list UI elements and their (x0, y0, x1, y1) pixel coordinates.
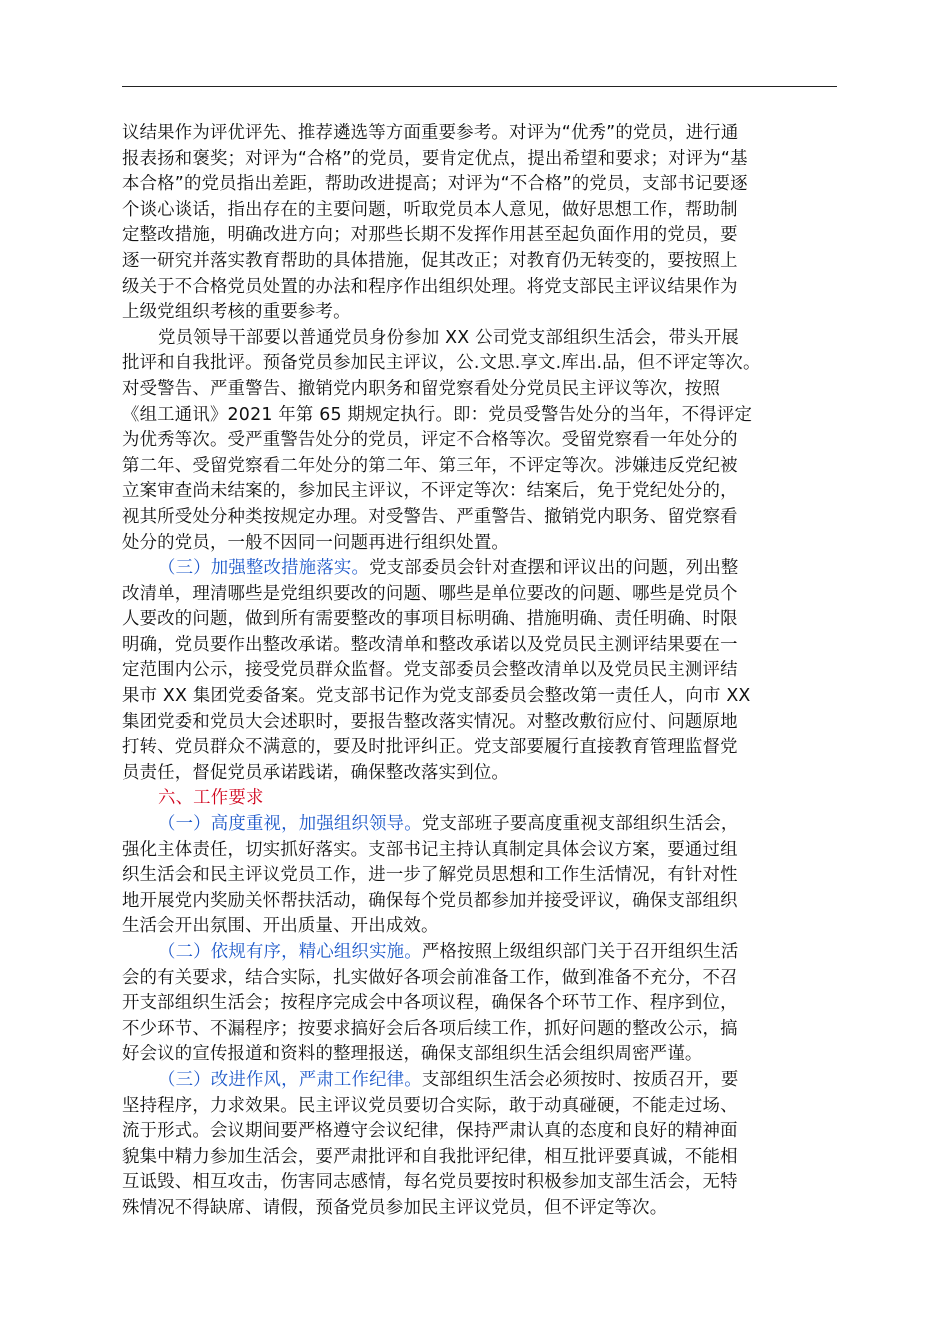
text-line: 处分的党员，一般不因同一问题再进行组织处置。 (122, 532, 509, 553)
section-heading: 六、工作要求 (158, 788, 264, 809)
text-line: 人要改的问题，做到所有需要整改的事项目标明确、措施明确、责任明确、时限 (122, 609, 738, 630)
subheading-lead: （二）依规有序，精心组织实施。 (158, 942, 422, 962)
text-line: 逐一研究并落实教育帮助的具体措施，促其改正；对教育仍无转变的，要按照上 (122, 250, 738, 271)
text-line: 流于形式。会议期间要严格遵守会议纪律，保持严肃认真的态度和良好的精神面 (122, 1121, 738, 1142)
text-line: 《组工通讯》2021 年第 65 期规定执行。即：党员受警告处分的当年，不得评定 (122, 404, 753, 425)
text-line: 报表扬和褒奖；对评为“合格”的党员，要肯定优点，提出希望和要求；对评为“基 (122, 148, 748, 169)
header-rule (122, 86, 837, 87)
text-line: 定整改措施，明确改进方向；对那些长期不发挥作用甚至起负面作用的党员，要 (122, 225, 738, 246)
paragraph-discipline (122, 1068, 837, 1222)
text-line: 明确，党员要作出整改承诺。整改清单和整改承诺以及党员民主测评结果要在一 (122, 634, 738, 655)
text-run: 严格按照上级组织部门关于召开组织生活 (421, 942, 739, 962)
text-line: 个谈心谈话，指出存在的主要问题，听取党员本人意见，做好思想工作，帮助制 (122, 199, 738, 220)
text-line: 上级党组织考核的重要参考。 (122, 302, 351, 323)
text-line: 视其所受处分种类按规定办理。对受警告、严重警告、撤销党内职务、留党察看 (122, 506, 738, 527)
text-line (122, 812, 837, 838)
subheading-lead: （三）改进作风，严肃工作纪律。 (158, 1069, 422, 1090)
text-line: 第二年、受留党察看二年处分的第二年、第三年，不评定等次。涉嫌违反党纪被 (122, 455, 738, 476)
subheading-lead: （一）高度重视，加强组织领导。 (158, 814, 422, 835)
text-line: 本合格”的党员指出差距，帮助改进提高；对评为“不合格”的党员，支部书记要逐 (122, 174, 748, 195)
text-line: 貌集中精力参加生活会，要严肃批评和自我批评纪律，相互批评要真诚，不能相 (122, 1146, 738, 1167)
text-line: 立案审查尚未结案的，参加民主评议，不评定等次：结案后，免于党纪处分的， (122, 481, 738, 502)
text-line: 党员领导干部要以普通党员身份参加 XX 公司党支部组织生活会，带头开展 (158, 327, 739, 348)
text-run: 党支部班子要高度重视支部组织生活会， (421, 814, 739, 835)
text-line: 对受警告、严重警告、撤销党内职务和留党察看处分党员民主评议等次，按照 (122, 378, 721, 399)
text-line: 好会议的宣传报道和资料的整理报送，确保支部组织生活会组织周密严谨。 (122, 1044, 703, 1065)
text-line: 坚持程序，力求效果。民主评议党员要切合实际，敢于动真碰硬，不能走过场、 (122, 1095, 738, 1116)
text-line: 殊情况不得缺席、请假，预备党员参加民主评议党员，但不评定等次。 (122, 1197, 668, 1218)
text-line: 员责任，督促党员承诺践诺，确保整改落实到位。 (122, 762, 509, 783)
text-line (122, 556, 837, 582)
text-line (122, 1068, 837, 1094)
document-body (122, 121, 837, 1222)
text-run: 党支部委员会针对查摆和评议出的问题，列出整 (369, 558, 739, 579)
subheading-lead: （三）加强整改措施落实。 (158, 558, 370, 579)
text-line: 改清单，理清哪些是党组织要改的问题、哪些是单位要改的问题、哪些是党员个 (122, 583, 738, 604)
paragraph-implementation (122, 940, 837, 1068)
text-line: 定范围内公示，接受党员群众监督。党支部委员会整改清单以及党员民主测评结 (122, 660, 738, 681)
text-line: 批评和自我批评。预备党员参加民主评议，公.文思.享文.库出.品，但不评定等次。 (122, 353, 761, 374)
text-line (122, 940, 837, 966)
text-line: 打转、党员群众不满意的，要及时批评纠正。党支部要履行直接教育管理监督党 (122, 737, 738, 758)
text-run: 支部组织生活会必须按时、按质召开，要 (421, 1069, 739, 1090)
text-line: 不少环节、不漏程序；按要求搞好会后各项后续工作，抓好问题的整改公示，搞 (122, 1018, 738, 1039)
text-line: 果市 XX 集团党委备案。党支部书记作为党支部委员会整改第一责任人，向市 XX (122, 686, 751, 707)
text-line: 地开展党内奖励关怀帮扶活动，确保每个党员都参加并接受评议，确保支部组织 (122, 890, 738, 911)
paragraph-leader-participation (122, 326, 837, 556)
paragraph-leadership (122, 812, 837, 940)
text-line: 议结果作为评优评先、推荐遴选等方面重要参考。对评为“优秀”的党员，进行通 (122, 123, 739, 143)
text-line: 开支部组织生活会；按程序完成会中各项议程，确保各个环节工作、程序到位， (122, 993, 738, 1014)
text-line: 为优秀等次。受严重警告处分的党员，评定不合格等次。受留党察看一年处分的 (122, 430, 738, 451)
text-line: 强化主体责任，切实抓好落实。支部书记主持认真制定具体会议方案，要通过组 (122, 839, 738, 860)
text-line: 互诋毁、相互攻击，伤害同志感情，每名党员要按时积极参加支部生活会，无特 (122, 1172, 738, 1193)
text-line: 织生活会和民主评议党员工作，进一步了解党员思想和工作生活情况，有针对性 (122, 865, 738, 886)
text-line: 生活会开出氛围、开出质量、开出成效。 (122, 916, 439, 937)
text-line: 集团党委和党员大会述职时，要报告整改落实情况。对整改敷衍应付、问题原地 (122, 711, 738, 732)
text-line: 级关于不合格党员处置的办法和程序作出组织处理。将党支部民主评议结果作为 (122, 276, 738, 297)
paragraph-rectification (122, 556, 837, 786)
paragraph-evaluation-results (122, 121, 837, 326)
text-line: 会的有关要求，结合实际，扎实做好各项会前准备工作，做到准备不充分，不召 (122, 967, 738, 988)
